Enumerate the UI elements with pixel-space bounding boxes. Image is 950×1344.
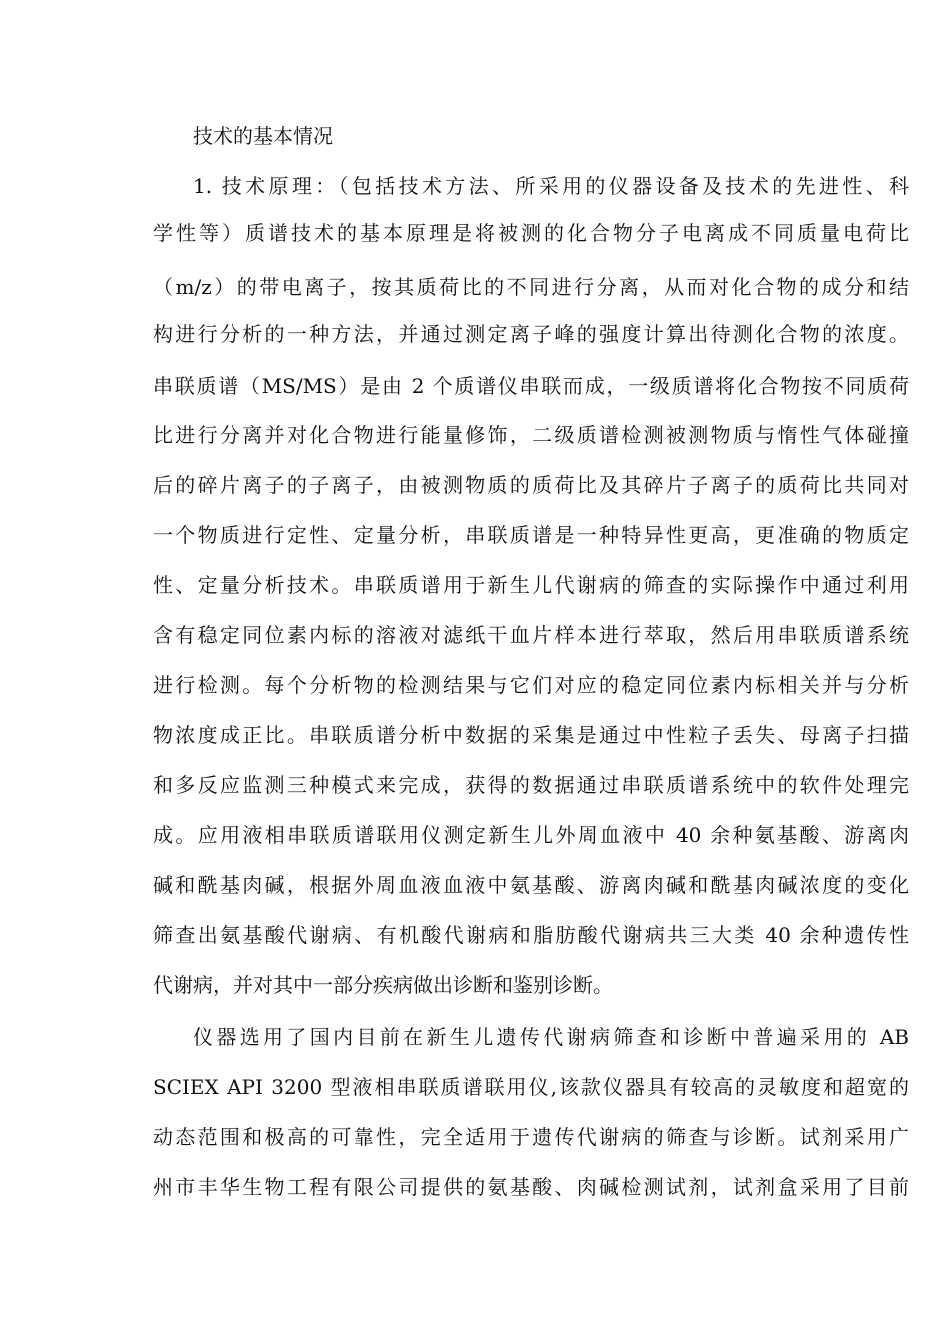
paragraph-line: 碱和酰基肉碱，根据外周血液血液中氨基酸、游离肉碱和酰基肉碱浓度的变化 xyxy=(153,873,909,897)
paragraph-line: 串联质谱（MS/MS）是由 2 个质谱仪串联而成，一级质谱将化合物按不同质荷 xyxy=(153,374,909,398)
paragraph-line: 一个物质进行定性、定量分析，串联质谱是一种特异性更高，更准确的物质定 xyxy=(153,523,909,547)
paragraph-line: 代谢病，并对其中一部分疾病做出诊断和鉴别诊断。 xyxy=(153,973,613,997)
paragraph-line: 1. 技术原理：（包括技术方法、所采用的仪器设备及技术的先进性、科 xyxy=(193,174,909,198)
paragraph-line: 比进行分离并对化合物进行能量修饰，二级质谱检测被测物质与惰性气体碰撞 xyxy=(153,423,909,447)
paragraph-line: （m/z）的带电离子，按其质荷比的不同进行分离，从而对化合物的成分和结 xyxy=(153,275,909,299)
paragraph-line: 和多反应监测三种模式来完成，获得的数据通过串联质谱系统中的软件处理完 xyxy=(153,773,909,797)
paragraph-line: 构进行分析的一种方法，并通过测定离子峰的强度计算出待测化合物的浓度。 xyxy=(153,322,909,346)
paragraph-line: 性、定量分析技术。串联质谱用于新生儿代谢病的筛查的实际操作中通过利用 xyxy=(153,573,909,597)
paragraph-line: 进行检测。每个分析物的检测结果与它们对应的稳定同位素内标相关并与分析 xyxy=(153,673,909,697)
paragraph-line: 动态范围和极高的可靠性，完全适用于遗传代谢病的筛查与诊断。试剂采用广 xyxy=(153,1125,909,1149)
heading-text: 技术的基本情况 xyxy=(193,124,333,148)
paragraph-line: 含有稳定同位素内标的溶液对滤纸干血片样本进行萃取，然后用串联质谱系统 xyxy=(153,623,909,647)
paragraph-line: 物浓度成正比。串联质谱分析中数据的采集是通过中性粒子丢失、母离子扫描 xyxy=(153,723,909,747)
paragraph-line: SCIEX API 3200 型液相串联质谱联用仪,该款仪器具有较高的灵敏度和超宽的 xyxy=(153,1075,909,1099)
paragraph-line: 州市丰华生物工程有限公司提供的氨基酸、肉碱检测试剂，试剂盒采用了目前 xyxy=(153,1175,909,1199)
paragraph-line: 成。应用液相串联质谱联用仪测定新生儿外周血液中 40 余种氨基酸、游离肉 xyxy=(153,823,909,847)
paragraph-line: 仪器选用了国内目前在新生儿遗传代谢病筛查和诊断中普遍采用的 AB xyxy=(193,1025,909,1049)
paragraph-line: 后的碎片离子的子离子，由被测物质的质荷比及其碎片子离子的质荷比共同对 xyxy=(153,473,909,497)
paragraph-line: 学性等）质谱技术的基本原理是将被测的化合物分子电离成不同质量电荷比 xyxy=(153,221,909,245)
paragraph-line: 筛查出氨基酸代谢病、有机酸代谢病和脂肪酸代谢病共三大类 40 余种遗传性 xyxy=(153,923,909,947)
